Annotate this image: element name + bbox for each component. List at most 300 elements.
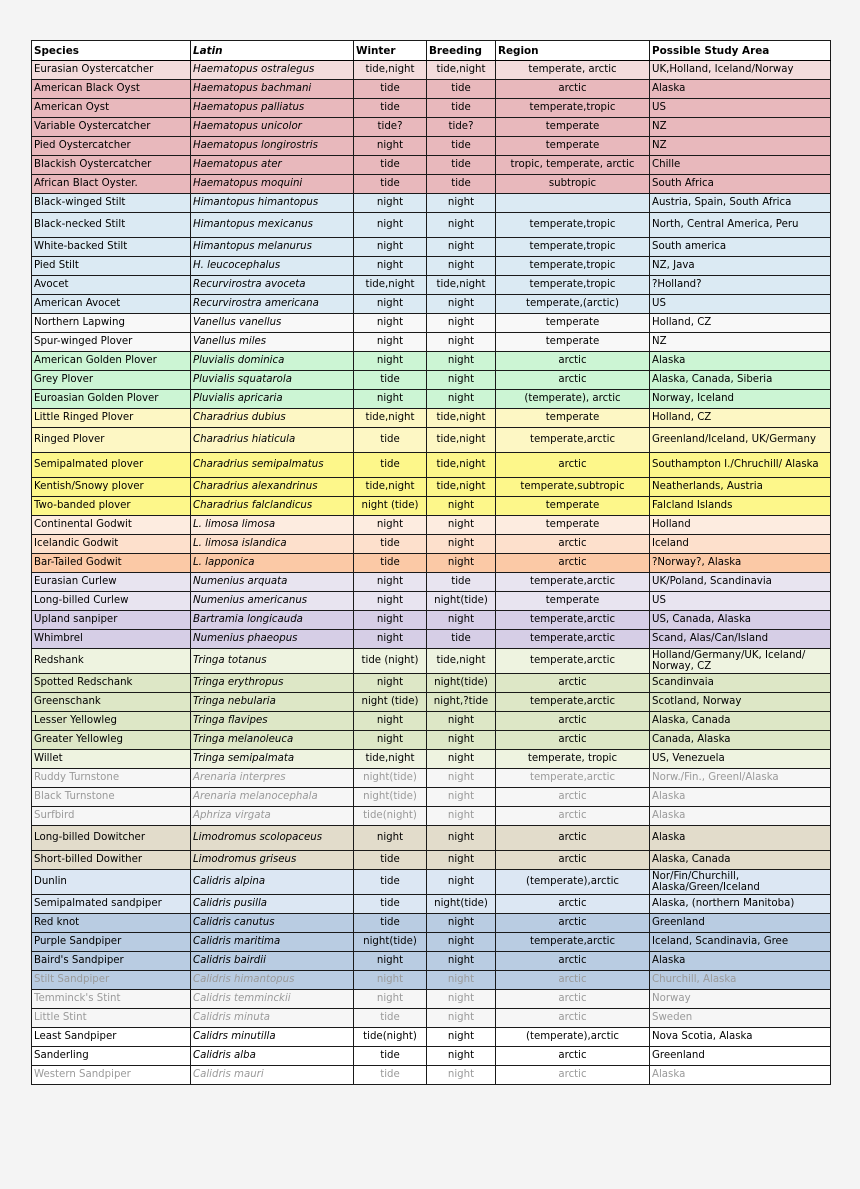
- cell-species: Spur-winged Plover: [32, 333, 191, 352]
- cell-species: Avocet: [32, 276, 191, 295]
- cell-winter: night: [354, 712, 427, 731]
- cell-breeding: tide,night: [427, 409, 496, 428]
- cell-species: Surfbird: [32, 807, 191, 826]
- cell-latin: Vanellus miles: [191, 333, 354, 352]
- cell-study-area: Alaska, Canada: [650, 851, 831, 870]
- cell-study-area: Alaska: [650, 826, 831, 851]
- cell-latin: Calidris himantopus: [191, 971, 354, 990]
- cell-breeding: tide: [427, 80, 496, 99]
- cell-latin: Tringa melanoleuca: [191, 731, 354, 750]
- cell-breeding: night: [427, 257, 496, 276]
- cell-species: Greenschank: [32, 693, 191, 712]
- cell-winter: night: [354, 674, 427, 693]
- cell-breeding: tide: [427, 99, 496, 118]
- cell-breeding: night(tide): [427, 895, 496, 914]
- cell-latin: Tringa flavipes: [191, 712, 354, 731]
- cell-breeding: night: [427, 788, 496, 807]
- table-row: [32, 352, 831, 371]
- cell-breeding: night: [427, 371, 496, 390]
- cell-breeding: night: [427, 213, 496, 238]
- cell-study-area: Churchill, Alaska: [650, 971, 831, 990]
- cell-species: Variable Oystercatcher: [32, 118, 191, 137]
- cell-region: temperate,tropic: [496, 213, 650, 238]
- cell-latin: Calidris canutus: [191, 914, 354, 933]
- table-row: [32, 693, 831, 712]
- cell-species: Little Ringed Plover: [32, 409, 191, 428]
- table-row: [32, 870, 831, 895]
- cell-species: Spotted Redschank: [32, 674, 191, 693]
- cell-species: American Black Oyst: [32, 80, 191, 99]
- cell-species: Willet: [32, 750, 191, 769]
- cell-region: temperate,arctic: [496, 649, 650, 674]
- cell-species: Short-billed Dowither: [32, 851, 191, 870]
- cell-breeding: night: [427, 971, 496, 990]
- cell-region: temperate,tropic: [496, 238, 650, 257]
- cell-breeding: night: [427, 1009, 496, 1028]
- table-row: [32, 990, 831, 1009]
- cell-species: Black-necked Stilt: [32, 213, 191, 238]
- cell-latin: Limodromus griseus: [191, 851, 354, 870]
- cell-breeding: night: [427, 314, 496, 333]
- cell-latin: Calidris temminckii: [191, 990, 354, 1009]
- cell-breeding: tide: [427, 137, 496, 156]
- cell-region: arctic: [496, 1066, 650, 1085]
- table-row: [32, 257, 831, 276]
- cell-study-area: Alaska: [650, 80, 831, 99]
- cell-winter: night: [354, 826, 427, 851]
- cell-latin: Calidris bairdii: [191, 952, 354, 971]
- cell-region: arctic: [496, 453, 650, 478]
- cell-latin: Haematopus ostralegus: [191, 61, 354, 80]
- cell-region: temperate,arctic: [496, 630, 650, 649]
- cell-latin: Haematopus longirostris: [191, 137, 354, 156]
- cell-species: Upland sanpiper: [32, 611, 191, 630]
- table-row: [32, 535, 831, 554]
- cell-species: Western Sandpiper: [32, 1066, 191, 1085]
- cell-breeding: night: [427, 933, 496, 952]
- cell-winter: tide: [354, 371, 427, 390]
- cell-latin: Charadrius hiaticula: [191, 428, 354, 453]
- table-row: [32, 80, 831, 99]
- cell-study-area: UK/Poland, Scandinavia: [650, 573, 831, 592]
- cell-winter: night: [354, 137, 427, 156]
- cell-region: temperate,arctic: [496, 573, 650, 592]
- cell-study-area: Falcland Islands: [650, 497, 831, 516]
- header-row: [32, 41, 831, 61]
- cell-study-area: Nova Scotia, Alaska: [650, 1028, 831, 1047]
- table-row: [32, 1047, 831, 1066]
- cell-region: temperate: [496, 409, 650, 428]
- cell-latin: Haematopus unicolor: [191, 118, 354, 137]
- cell-winter: tide,night: [354, 750, 427, 769]
- cell-study-area: Alaska, Canada, Siberia: [650, 371, 831, 390]
- cell-winter: night: [354, 971, 427, 990]
- table-row: [32, 156, 831, 175]
- cell-species: Whimbrel: [32, 630, 191, 649]
- cell-study-area: NZ: [650, 333, 831, 352]
- cell-latin: Calidris alpina: [191, 870, 354, 895]
- table-row: [32, 933, 831, 952]
- spreadsheet: [31, 40, 830, 1085]
- cell-study-area: Alaska: [650, 807, 831, 826]
- cell-latin: Himantopus himantopus: [191, 194, 354, 213]
- cell-region: temperate, arctic: [496, 61, 650, 80]
- cell-study-area: Holland/Germany/UK, Iceland/ Norway, CZ: [650, 649, 831, 674]
- table-row: [32, 971, 831, 990]
- cell-study-area: NZ, Java: [650, 257, 831, 276]
- cell-species: Eurasian Oystercatcher: [32, 61, 191, 80]
- table-row: [32, 137, 831, 156]
- cell-latin: Pluvialis apricaria: [191, 390, 354, 409]
- cell-latin: Charadrius dubius: [191, 409, 354, 428]
- cell-study-area: Alaska: [650, 952, 831, 971]
- cell-species: Little Stint: [32, 1009, 191, 1028]
- header-species: Species: [32, 41, 191, 61]
- cell-region: temperate,arctic: [496, 933, 650, 952]
- cell-winter: tide: [354, 895, 427, 914]
- cell-study-area: UK,Holland, Iceland/Norway: [650, 61, 831, 80]
- cell-latin: Himantopus mexicanus: [191, 213, 354, 238]
- cell-region: arctic: [496, 914, 650, 933]
- cell-latin: Arenaria interpres: [191, 769, 354, 788]
- cell-breeding: tide,night: [427, 61, 496, 80]
- cell-species: Euroasian Golden Plover: [32, 390, 191, 409]
- cell-breeding: tide: [427, 175, 496, 194]
- table-row: [32, 428, 831, 453]
- cell-study-area: NZ: [650, 137, 831, 156]
- table-row: [32, 750, 831, 769]
- cell-breeding: night: [427, 333, 496, 352]
- cell-region: temperate: [496, 314, 650, 333]
- cell-winter: night: [354, 592, 427, 611]
- cell-breeding: night: [427, 807, 496, 826]
- cell-study-area: Greenland: [650, 1047, 831, 1066]
- cell-study-area: Holland, CZ: [650, 409, 831, 428]
- cell-latin: Himantopus melanurus: [191, 238, 354, 257]
- cell-breeding: tide?: [427, 118, 496, 137]
- table-row: [32, 99, 831, 118]
- cell-region: temperate: [496, 333, 650, 352]
- cell-study-area: Greenland: [650, 914, 831, 933]
- cell-study-area: NZ: [650, 118, 831, 137]
- cell-species: American Avocet: [32, 295, 191, 314]
- cell-winter: night: [354, 194, 427, 213]
- cell-study-area: Chille: [650, 156, 831, 175]
- cell-species: Eurasian Curlew: [32, 573, 191, 592]
- cell-breeding: tide,night: [427, 478, 496, 497]
- table-row: [32, 649, 831, 674]
- cell-study-area: Alaska, Canada: [650, 712, 831, 731]
- table-row: [32, 194, 831, 213]
- cell-latin: Calidrs minutilla: [191, 1028, 354, 1047]
- table-row: [32, 1028, 831, 1047]
- table-row: [32, 1066, 831, 1085]
- cell-species: White-backed Stilt: [32, 238, 191, 257]
- cell-winter: night: [354, 990, 427, 1009]
- cell-study-area: Norw./Fin., Greenl/Alaska: [650, 769, 831, 788]
- cell-study-area: Greenland/Iceland, UK/Germany: [650, 428, 831, 453]
- cell-region: temperate,(arctic): [496, 295, 650, 314]
- cell-region: temperate,arctic: [496, 428, 650, 453]
- cell-region: temperate: [496, 118, 650, 137]
- cell-latin: Recurvirostra americana: [191, 295, 354, 314]
- cell-species: Pied Stilt: [32, 257, 191, 276]
- cell-latin: Tringa totanus: [191, 649, 354, 674]
- cell-region: arctic: [496, 535, 650, 554]
- cell-breeding: night: [427, 611, 496, 630]
- header-winter: Winter: [354, 41, 427, 61]
- cell-study-area: North, Central America, Peru: [650, 213, 831, 238]
- cell-breeding: night: [427, 295, 496, 314]
- table-row: [32, 238, 831, 257]
- table-row: [32, 497, 831, 516]
- cell-latin: Arenaria melanocephala: [191, 788, 354, 807]
- cell-region: arctic: [496, 990, 650, 1009]
- cell-latin: Pluvialis dominica: [191, 352, 354, 371]
- cell-latin: Bartramia longicauda: [191, 611, 354, 630]
- cell-winter: tide?: [354, 118, 427, 137]
- table-row: [32, 914, 831, 933]
- cell-species: African Blact Oyster.: [32, 175, 191, 194]
- cell-region: temperate: [496, 137, 650, 156]
- table-row: [32, 516, 831, 535]
- cell-species: American Oyst: [32, 99, 191, 118]
- cell-breeding: night: [427, 870, 496, 895]
- cell-winter: tide(night): [354, 807, 427, 826]
- cell-breeding: tide,night: [427, 453, 496, 478]
- cell-region: temperate,tropic: [496, 99, 650, 118]
- table-row: [32, 592, 831, 611]
- cell-breeding: tide,night: [427, 649, 496, 674]
- cell-region: temperate,subtropic: [496, 478, 650, 497]
- cell-winter: tide: [354, 1047, 427, 1066]
- cell-latin: Calidris alba: [191, 1047, 354, 1066]
- table-row: [32, 554, 831, 573]
- cell-species: Stilt Sandpiper: [32, 971, 191, 990]
- cell-region: (temperate),arctic: [496, 870, 650, 895]
- cell-latin: Charadrius falclandicus: [191, 497, 354, 516]
- table-row: [32, 731, 831, 750]
- table-row: [32, 478, 831, 497]
- table-row: [32, 1009, 831, 1028]
- cell-latin: L. lapponica: [191, 554, 354, 573]
- cell-study-area: US, Venezuela: [650, 750, 831, 769]
- cell-species: Ruddy Turnstone: [32, 769, 191, 788]
- cell-breeding: night,?tide: [427, 693, 496, 712]
- cell-latin: Haematopus bachmani: [191, 80, 354, 99]
- cell-study-area: Canada, Alaska: [650, 731, 831, 750]
- cell-species: Sanderling: [32, 1047, 191, 1066]
- cell-winter: tide: [354, 851, 427, 870]
- cell-winter: night: [354, 314, 427, 333]
- cell-breeding: tide: [427, 630, 496, 649]
- cell-region: temperate,arctic: [496, 693, 650, 712]
- cell-winter: tide: [354, 156, 427, 175]
- table-row: [32, 371, 831, 390]
- table-row: [32, 788, 831, 807]
- table-row: [32, 390, 831, 409]
- cell-winter: tide: [354, 80, 427, 99]
- cell-breeding: night: [427, 990, 496, 1009]
- cell-breeding: night: [427, 352, 496, 371]
- cell-species: Pied Oystercatcher: [32, 137, 191, 156]
- cell-region: arctic: [496, 712, 650, 731]
- cell-breeding: night: [427, 535, 496, 554]
- cell-species: Lesser Yellowleg: [32, 712, 191, 731]
- cell-study-area: Holland, CZ: [650, 314, 831, 333]
- cell-species: American Golden Plover: [32, 352, 191, 371]
- cell-region: temperate, tropic: [496, 750, 650, 769]
- cell-study-area: Austria, Spain, South Africa: [650, 194, 831, 213]
- table-row: [32, 807, 831, 826]
- cell-region: temperate: [496, 516, 650, 535]
- cell-latin: Charadrius semipalmatus: [191, 453, 354, 478]
- cell-winter: tide,night: [354, 409, 427, 428]
- cell-winter: tide(night): [354, 1028, 427, 1047]
- cell-study-area: Alaska: [650, 1066, 831, 1085]
- cell-winter: night: [354, 213, 427, 238]
- table-row: [32, 573, 831, 592]
- header-latin: Latin: [191, 41, 354, 61]
- cell-breeding: tide,night: [427, 276, 496, 295]
- cell-study-area: US, Canada, Alaska: [650, 611, 831, 630]
- table-body: [32, 61, 831, 1085]
- cell-latin: Calidris pusilla: [191, 895, 354, 914]
- cell-winter: tide,night: [354, 276, 427, 295]
- cell-study-area: Alaska: [650, 352, 831, 371]
- cell-latin: Haematopus moquini: [191, 175, 354, 194]
- table-row: [32, 276, 831, 295]
- cell-breeding: night: [427, 952, 496, 971]
- cell-breeding: night: [427, 1066, 496, 1085]
- cell-latin: Numenius phaeopus: [191, 630, 354, 649]
- cell-winter: night(tide): [354, 769, 427, 788]
- table-row: [32, 295, 831, 314]
- cell-region: arctic: [496, 371, 650, 390]
- cell-study-area: South america: [650, 238, 831, 257]
- cell-winter: night (tide): [354, 693, 427, 712]
- cell-breeding: tide,night: [427, 428, 496, 453]
- cell-breeding: night: [427, 497, 496, 516]
- cell-breeding: night: [427, 194, 496, 213]
- table-row: [32, 333, 831, 352]
- cell-region: temperate: [496, 592, 650, 611]
- cell-region: arctic: [496, 952, 650, 971]
- cell-species: Ringed Plover: [32, 428, 191, 453]
- header-study-area: Possible Study Area: [650, 41, 831, 61]
- cell-latin: Charadrius alexandrinus: [191, 478, 354, 497]
- cell-winter: tide: [354, 914, 427, 933]
- cell-region: temperate,tropic: [496, 276, 650, 295]
- cell-winter: tide: [354, 535, 427, 554]
- cell-study-area: Southampton I./Chruchill/ Alaska: [650, 453, 831, 478]
- cell-latin: L. limosa limosa: [191, 516, 354, 535]
- cell-winter: night: [354, 352, 427, 371]
- cell-latin: Numenius americanus: [191, 592, 354, 611]
- cell-breeding: night: [427, 851, 496, 870]
- table-row: [32, 314, 831, 333]
- cell-species: Red knot: [32, 914, 191, 933]
- cell-species: Continental Godwit: [32, 516, 191, 535]
- cell-study-area: Sweden: [650, 1009, 831, 1028]
- cell-region: arctic: [496, 1047, 650, 1066]
- cell-species: Long-billed Dowitcher: [32, 826, 191, 851]
- cell-winter: tide: [354, 99, 427, 118]
- cell-breeding: night: [427, 1028, 496, 1047]
- cell-winter: night: [354, 333, 427, 352]
- cell-winter: night (tide): [354, 497, 427, 516]
- cell-winter: night: [354, 295, 427, 314]
- cell-region: temperate,tropic: [496, 257, 650, 276]
- cell-breeding: night: [427, 1047, 496, 1066]
- cell-region: (temperate),arctic: [496, 1028, 650, 1047]
- cell-breeding: night: [427, 516, 496, 535]
- cell-winter: tide: [354, 870, 427, 895]
- cell-region: (temperate), arctic: [496, 390, 650, 409]
- cell-region: tropic, temperate, arctic: [496, 156, 650, 175]
- table-row: [32, 826, 831, 851]
- table-row: [32, 118, 831, 137]
- cell-study-area: Scand, Alas/Can/Island: [650, 630, 831, 649]
- cell-study-area: US: [650, 295, 831, 314]
- cell-species: Dunlin: [32, 870, 191, 895]
- cell-study-area: Iceland, Scandinavia, Gree: [650, 933, 831, 952]
- cell-species: Redshank: [32, 649, 191, 674]
- cell-region: arctic: [496, 851, 650, 870]
- cell-latin: Vanellus vanellus: [191, 314, 354, 333]
- table-row: [32, 895, 831, 914]
- cell-breeding: night: [427, 731, 496, 750]
- cell-winter: tide (night): [354, 649, 427, 674]
- cell-region: arctic: [496, 352, 650, 371]
- cell-region: subtropic: [496, 175, 650, 194]
- cell-species: Kentish/Snowy plover: [32, 478, 191, 497]
- cell-winter: night(tide): [354, 933, 427, 952]
- cell-species: Northern Lapwing: [32, 314, 191, 333]
- cell-latin: Pluvialis squatarola: [191, 371, 354, 390]
- cell-study-area: ?Norway?, Alaska: [650, 554, 831, 573]
- table-row: [32, 712, 831, 731]
- cell-latin: Numenius arquata: [191, 573, 354, 592]
- cell-winter: night: [354, 731, 427, 750]
- cell-winter: night: [354, 390, 427, 409]
- cell-latin: Calidris maritima: [191, 933, 354, 952]
- cell-breeding: night: [427, 826, 496, 851]
- cell-breeding: night: [427, 390, 496, 409]
- cell-latin: Calidris mauri: [191, 1066, 354, 1085]
- cell-species: Black Turnstone: [32, 788, 191, 807]
- cell-winter: tide: [354, 1066, 427, 1085]
- cell-species: Semipalmated plover: [32, 453, 191, 478]
- cell-latin: Limodromus scolopaceus: [191, 826, 354, 851]
- cell-species: Baird's Sandpiper: [32, 952, 191, 971]
- cell-winter: night: [354, 630, 427, 649]
- cell-breeding: tide: [427, 156, 496, 175]
- cell-region: arctic: [496, 895, 650, 914]
- table-row: [32, 630, 831, 649]
- cell-species: Greater Yellowleg: [32, 731, 191, 750]
- cell-breeding: night(tide): [427, 674, 496, 693]
- cell-latin: Haematopus palliatus: [191, 99, 354, 118]
- cell-winter: night: [354, 257, 427, 276]
- table-row: [32, 61, 831, 80]
- cell-study-area: Neatherlands, Austria: [650, 478, 831, 497]
- cell-species: Bar-Tailed Godwit: [32, 554, 191, 573]
- cell-species: Temminck's Stint: [32, 990, 191, 1009]
- cell-winter: tide: [354, 453, 427, 478]
- cell-study-area: Alaska, (northern Manitoba): [650, 895, 831, 914]
- cell-region: temperate,arctic: [496, 769, 650, 788]
